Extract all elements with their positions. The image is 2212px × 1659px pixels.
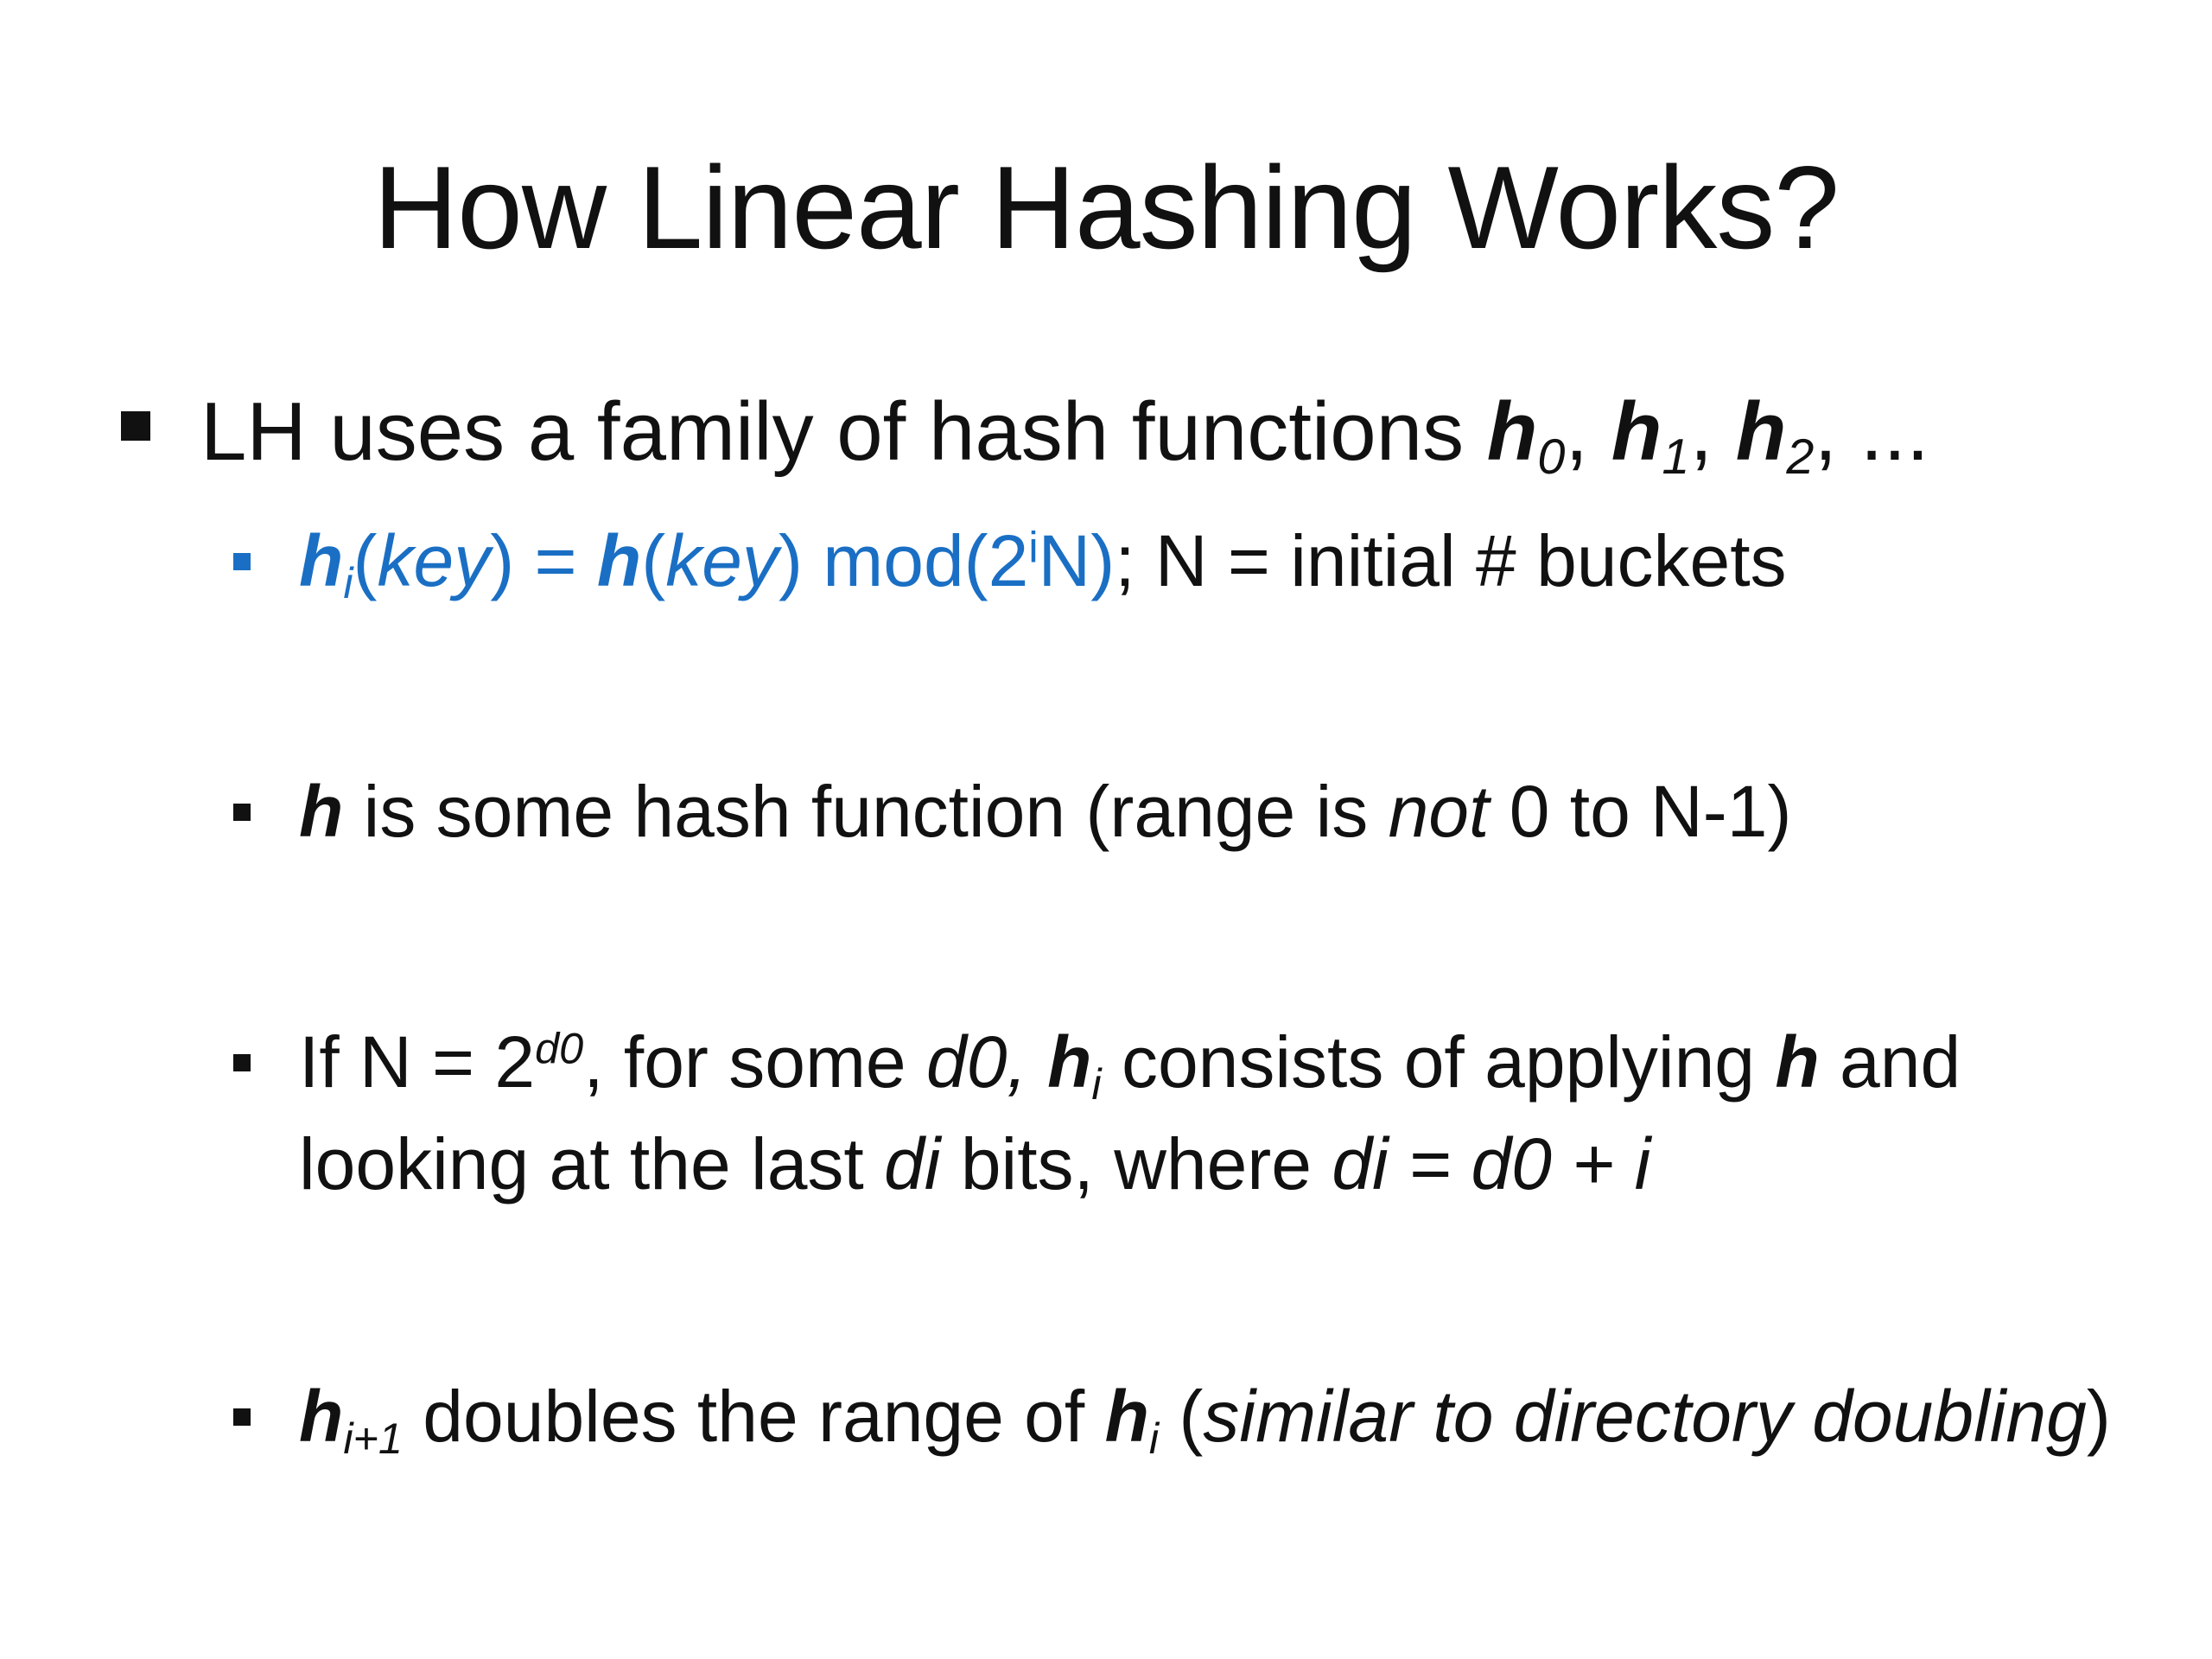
small-square-bullet-icon [233, 1408, 251, 1426]
subbullet-range-doubling-text: $h_{i+1}$ doubles the range of $h_i$ (similar to directory doubling) [299, 1376, 2111, 1464]
subbullet-d0-bits-text: If $N = 2^{d0}$, for some d0, $h_i$ consists of applying h and looking at the last di bits, where di = d0 + i [299, 1021, 1961, 1205]
square-bullet-icon [121, 411, 150, 441]
small-square-bullet-icon [233, 553, 251, 570]
small-square-bullet-icon [233, 804, 251, 821]
slide-title: How Linear Hashing Works? [373, 142, 1839, 273]
subbullet-h-hash-function-text: h is some hash function (range is not 0 to N-1) [299, 771, 1792, 852]
subbullet-hi-definition-text: $h_i(key) = h(key)$ mod(2$^i$N); N = initial # buckets [299, 520, 1787, 608]
small-square-bullet-icon [233, 1054, 251, 1071]
bullet-hash-family-text: LH uses a family of hash functions $h_0$, $h_1$, $h_2$, ... [200, 385, 1929, 486]
